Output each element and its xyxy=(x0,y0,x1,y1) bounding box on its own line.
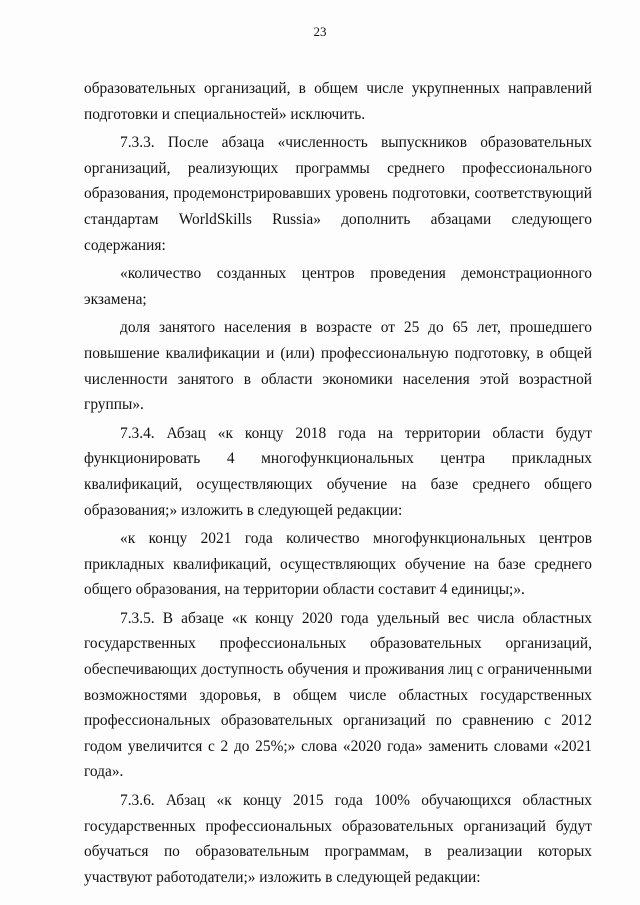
paragraph-7-3-6: 7.3.6. Абзац «к концу 2015 года 100% обучающихся областных государственных профессиональных образовательных организаций будут обучаться по образовательным программам, в реализации которых участвуют работодатели;» изложить в следующей редакции: xyxy=(84,792,592,886)
paragraph-7-3-4: 7.3.4. Абзац «к концу 2018 года на территории области будут функционировать 4 многофункциональных центра прикладных квалификаций, осуществляющих обучение на базе среднего общего образования;» изложить в следующей редакции: xyxy=(84,424,592,519)
paragraph-7-3-3: 7.3.3. После абзаца «численность выпускников образовательных организаций, реализующих программы среднего профессионального образования, продемонстрировавших уровень подготовки, соответствующий стандартам WorldSkills Russia» дополнить абзацами следующего содержания: xyxy=(84,134,592,254)
document-body xyxy=(84,76,592,893)
paragraph-7-3-5: 7.3.5. В абзаце «к концу 2020 года удельный вес числа областных государственных профессиональных образовательных организаций, обеспечивающих доступность обучения и проживания лиц с ограниченными возможностями здоровья, в общем числе областных государственных профессиональных образовательных организаций по сравнению с 2012 годом увеличится с 2 до 25%;» слова «2020 года» заменить словами «2021 года». xyxy=(84,609,592,781)
paragraph-quote-demo-exam: «количество созданных центров проведения демонстрационного экзамена; xyxy=(84,265,592,308)
page-number: 23 xyxy=(313,24,327,39)
paragraph-quote-employment-share: доля занятого населения в возрасте от 25 до 65 лет, прошедшего повышение квалификации и (или) профессиональную подготовку, в общей численности занятого в области экономики населения этой возрастной группы». xyxy=(84,319,592,414)
paragraph-quote-centers-2021: «к концу 2021 года количество многофункциональных центров прикладных квалификаций, осуществляющих обучение на базе среднего общего образования, на территории области составит 4 единицы;». xyxy=(84,530,592,599)
paragraph-continuation: образовательных организаций, в общем числе укрупненных направлений подготовки и специальностей» исключить. xyxy=(84,80,592,123)
